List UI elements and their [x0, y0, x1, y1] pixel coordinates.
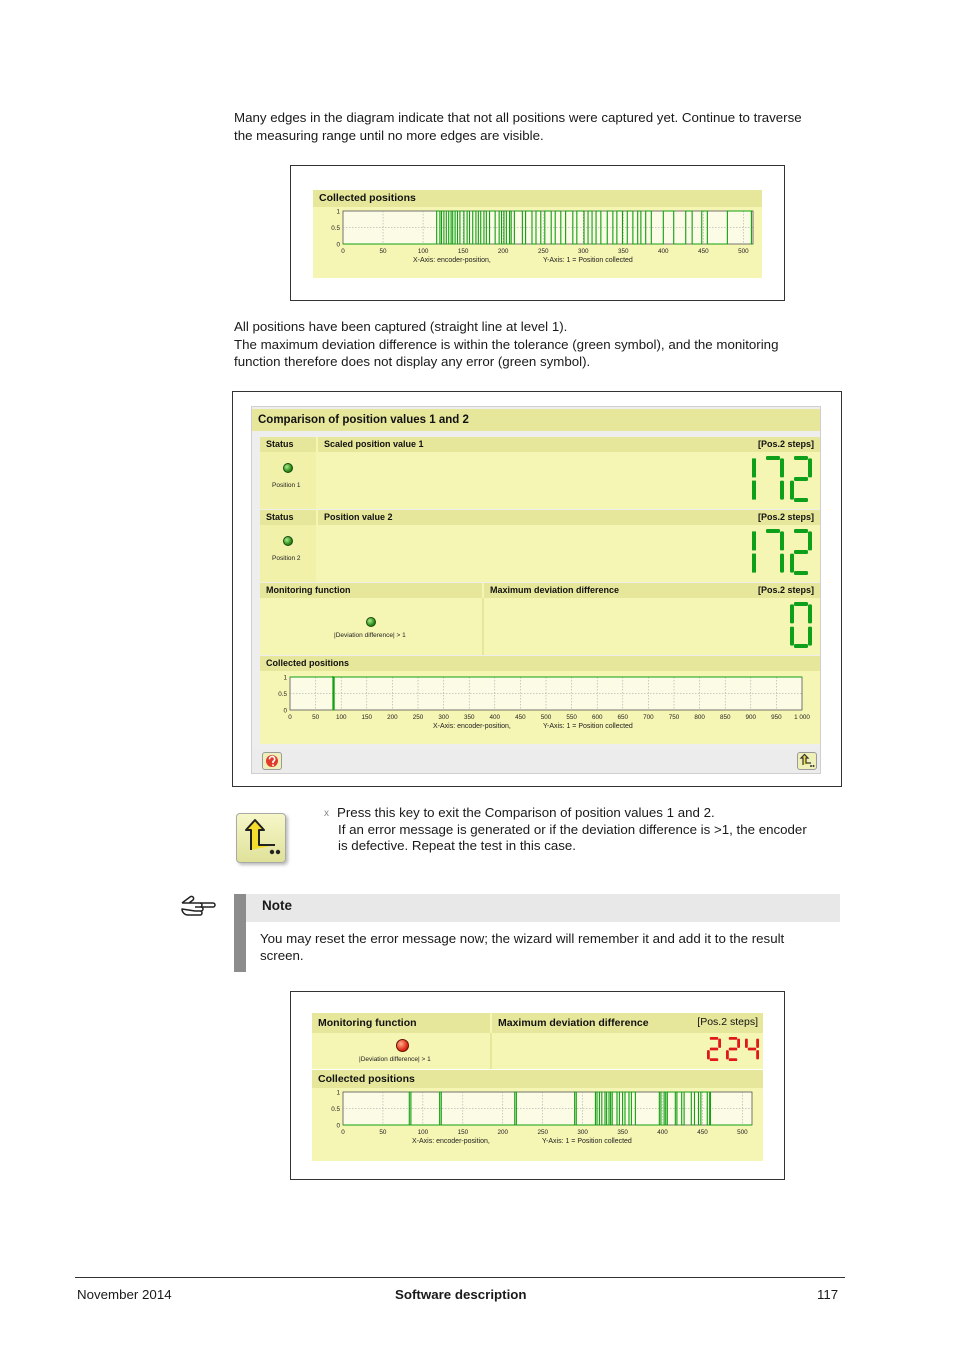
x-tick-label: 950: [771, 714, 782, 721]
digit-segment: [794, 571, 808, 575]
key-line-1: Press this key to exit the Comparison of position values 1 and 2.: [337, 805, 715, 820]
digit-segment: [766, 529, 780, 533]
x-tick-label: 350: [463, 714, 475, 721]
digit-segment: [729, 1037, 737, 1040]
y-tick-label: 0: [283, 707, 287, 715]
footer-page-number: 117: [817, 1287, 839, 1302]
digit-segment: [718, 1039, 721, 1048]
y-tick-label: 0.5: [331, 225, 340, 232]
monitoring-panel: [312, 1013, 763, 1069]
monitoring-label: Monitoring function: [260, 583, 482, 598]
note-bar: [234, 894, 246, 972]
row-position-2: [260, 510, 820, 582]
digit-segment: [766, 456, 780, 460]
comparison-window: [251, 406, 821, 774]
x-tick-label: 250: [537, 248, 549, 255]
digit-segment: [710, 1048, 718, 1051]
x-tick-label: 400: [658, 248, 669, 255]
y-tick-label: 0.5: [278, 691, 287, 698]
digit-segment: [707, 1050, 710, 1059]
x-tick-label: 750: [668, 714, 680, 721]
digit-segment: [752, 531, 756, 550]
value-display-1: [732, 456, 812, 506]
digit-segment: [794, 477, 808, 481]
digit-segment: [790, 627, 794, 646]
digit-segment: [748, 1048, 756, 1051]
collected-chart-3: [312, 1088, 763, 1161]
digit-segment: [780, 554, 784, 573]
exit-button-small[interactable]: [797, 752, 817, 770]
figure-comparison-window: [232, 391, 842, 787]
key-line-3: is defective. Repeat the test in this case.: [338, 838, 576, 853]
value-display-2: [732, 529, 812, 579]
exit-icon: [798, 753, 816, 769]
digit-segment: [790, 554, 794, 573]
pointing-hand-icon: [180, 894, 216, 920]
digit-segment: [710, 1037, 718, 1040]
x-tick-label: 100: [417, 248, 429, 255]
max-deviation-display: [732, 602, 812, 652]
digit-segment: [756, 1039, 759, 1048]
x-tick-label: 0: [341, 248, 345, 255]
x-tick-label: 300: [577, 248, 589, 255]
digit-segment: [808, 531, 812, 550]
x-tick-label: 150: [457, 248, 469, 255]
collected-chart-2: [260, 671, 820, 744]
unit-label-fig3: [Pos.2 steps]: [697, 1016, 758, 1028]
x-tick-label: 50: [312, 714, 320, 721]
digit-segment: [790, 481, 794, 500]
digit-segment: [729, 1048, 737, 1051]
max-deviation-label: Maximum deviation difference: [484, 583, 820, 598]
x-tick-label: 700: [643, 714, 654, 721]
x-axis-label: X-Axis: encoder-position,: [412, 1138, 490, 1145]
exit-icon: [237, 814, 285, 862]
x-tick-label: 450: [697, 1129, 708, 1136]
x-tick-label: 1 000: [794, 714, 810, 721]
deviation-led-label: |Deviation difference| > 1: [334, 632, 406, 639]
status-line-1: All positions have been captured (straight line at level 1).: [234, 319, 568, 334]
digit-segment: [794, 529, 808, 533]
y-tick-label: 0: [336, 1122, 340, 1130]
x-axis-label: X-Axis: encoder-position,: [433, 723, 511, 730]
help-icon: [263, 753, 281, 769]
footer-date: November 2014: [77, 1287, 172, 1302]
intro-line-2: the measuring range until no more edges are visible.: [234, 127, 544, 143]
digit-segment: [780, 531, 784, 550]
digit-segment: [780, 458, 784, 477]
scaled-position-label: Scaled position value 1: [318, 437, 820, 452]
help-button[interactable]: [262, 752, 282, 770]
x-tick-label: 300: [577, 1129, 588, 1136]
note-header: [246, 894, 840, 922]
x-tick-label: 450: [515, 714, 526, 721]
unit-label-3: [Pos.2 steps]: [757, 585, 814, 595]
status-line-3: function therefore does not display any error (green symbol).: [234, 354, 591, 369]
max-deviation-display-error: [699, 1037, 759, 1065]
collected-header-2: Collected positions: [260, 656, 820, 671]
digit-segment: [729, 1058, 737, 1061]
digit-segment: [745, 1039, 748, 1048]
monitoring-label-3: Monitoring function: [312, 1013, 490, 1033]
x-tick-label: 300: [438, 714, 449, 721]
bullet: x: [324, 808, 329, 819]
monitoring-led-error: [396, 1039, 409, 1052]
status-led-position-2: [283, 536, 293, 546]
collected-panel: [313, 190, 762, 278]
intro-line-1: Many edges in the diagram indicate that not all positions were captured yet. Continue to traverse: [234, 110, 802, 125]
x-tick-label: 200: [497, 1129, 509, 1136]
y-axis-label: Y-Axis: 1 = Position collected: [543, 723, 633, 730]
collected-header: Collected positions: [313, 190, 762, 207]
x-tick-label: 500: [737, 1129, 748, 1136]
note-line-2: screen.: [260, 948, 304, 963]
digit-segment: [737, 1039, 740, 1048]
x-tick-label: 50: [379, 248, 387, 255]
monitoring-led: [366, 617, 376, 627]
intro-paragraph: [234, 109, 840, 144]
collected-chart: [313, 207, 762, 278]
x-tick-label: 50: [379, 1129, 387, 1136]
x-tick-label: 150: [457, 1129, 469, 1136]
collected-header-3: Collected positions: [312, 1070, 763, 1088]
y-tick-label: 1: [283, 674, 287, 682]
digit-segment: [752, 481, 756, 500]
status-cell-2: [260, 525, 316, 582]
status-line-2: The maximum deviation difference is within the tolerance (green symbol), and the monitoring: [234, 336, 779, 352]
x-tick-label: 650: [617, 714, 629, 721]
led-label-position-2: Position 2: [272, 555, 301, 562]
footer-rule: [75, 1277, 845, 1278]
digit-segment: [756, 1050, 759, 1059]
status-label-1: Status: [260, 437, 316, 452]
figure-deviation-error: [290, 991, 785, 1180]
status-cell-1: [260, 452, 316, 509]
y-tick-label: 1: [336, 208, 340, 216]
note-line-1: You may reset the error message now; the wizard will remember it and add it to the result: [260, 931, 785, 946]
x-tick-label: 350: [617, 1129, 628, 1136]
digit-segment: [752, 554, 756, 573]
status-paragraph: [234, 318, 840, 371]
digit-segment: [794, 498, 808, 502]
x-tick-label: 350: [618, 248, 629, 255]
deviation-led-label-3: |Deviation difference| > 1: [359, 1056, 431, 1063]
x-tick-label: 900: [745, 714, 757, 721]
note-title: Note: [262, 898, 292, 913]
x-tick-label: 600: [591, 714, 603, 721]
x-tick-label: 500: [738, 248, 749, 255]
x-tick-label: 100: [417, 1129, 429, 1136]
digit-segment: [780, 481, 784, 500]
exit-key-button[interactable]: [236, 813, 286, 863]
digit-segment: [808, 627, 812, 646]
x-tick-label: 100: [335, 714, 347, 721]
digit-segment: [752, 458, 756, 477]
digit-segment: [808, 458, 812, 477]
digit-segment: [808, 604, 812, 623]
comparison-title: Comparison of position values 1 and 2: [252, 409, 820, 431]
figure-collected-positions-partial: [290, 165, 785, 301]
row-monitoring: [260, 583, 820, 655]
key-line-2: If an error message is generated or if the deviation difference is >1, the encoder: [338, 821, 807, 837]
divider-3: [490, 1033, 492, 1069]
key-description: [337, 805, 842, 855]
unit-label-1: [Pos.2 steps]: [757, 439, 814, 449]
divider: [482, 598, 484, 655]
unit-label-2: [Pos.2 steps]: [757, 512, 814, 522]
digit-segment: [710, 1058, 718, 1061]
digit-segment: [794, 456, 808, 460]
position-value-2-label: Position value 2: [318, 510, 820, 525]
y-axis-label: Y-Axis: 1 = Position collected: [543, 257, 633, 264]
x-tick-label: 500: [540, 714, 552, 721]
button-bar: [252, 749, 820, 773]
x-tick-label: 200: [497, 248, 509, 255]
footer-section: Software description: [395, 1287, 527, 1302]
y-tick-label: 0: [336, 241, 340, 249]
x-axis-label: X-Axis: encoder-position,: [413, 257, 491, 264]
x-tick-label: 850: [719, 714, 731, 721]
x-tick-label: 150: [361, 714, 373, 721]
digit-segment: [790, 604, 794, 623]
x-tick-label: 400: [657, 1129, 668, 1136]
x-tick-label: 800: [694, 714, 705, 721]
x-tick-label: 0: [288, 714, 292, 721]
digit-segment: [794, 602, 808, 606]
digit-segment: [794, 644, 808, 648]
note-text: [260, 930, 842, 964]
digit-segment: [726, 1050, 729, 1059]
x-tick-label: 250: [412, 714, 424, 721]
row-position-1: [260, 437, 820, 509]
status-led-position-1: [283, 463, 293, 473]
x-tick-label: 0: [341, 1129, 345, 1136]
max-deviation-label-3: Maximum deviation difference: [492, 1013, 763, 1033]
status-label-2: Status: [260, 510, 316, 525]
x-tick-label: 450: [698, 248, 709, 255]
y-tick-label: 1: [336, 1089, 340, 1097]
x-tick-label: 550: [566, 714, 577, 721]
x-tick-label: 250: [537, 1129, 548, 1136]
x-tick-label: 400: [489, 714, 501, 721]
led-label-position-1: Position 1: [272, 482, 301, 489]
x-tick-label: 200: [387, 714, 398, 721]
y-tick-label: 0.5: [331, 1106, 340, 1113]
y-axis-label: Y-Axis: 1 = Position collected: [542, 1138, 632, 1145]
digit-segment: [794, 550, 808, 554]
collected-panel-2: [260, 656, 820, 744]
collected-panel-3: [312, 1070, 763, 1161]
